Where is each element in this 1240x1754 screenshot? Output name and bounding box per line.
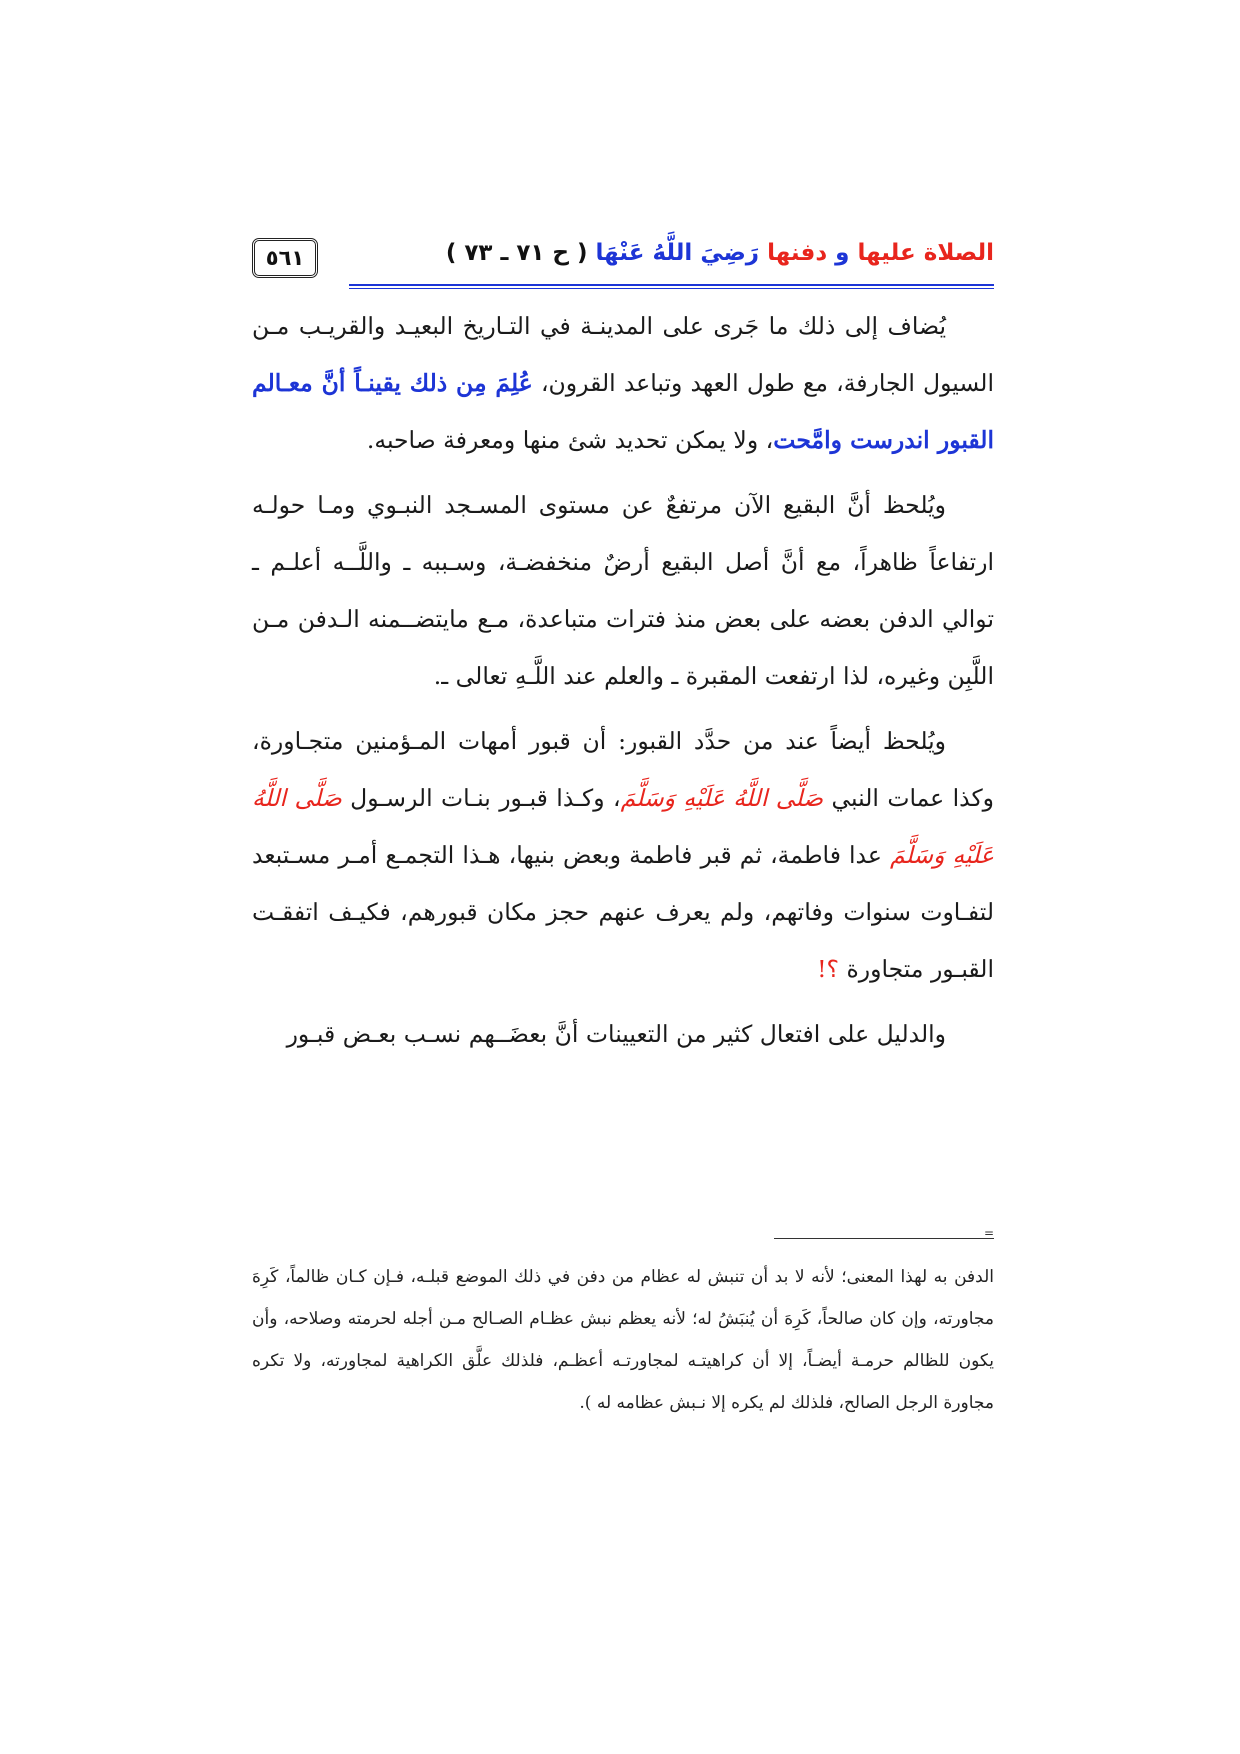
chapter-title-honorific: رَضِيَ اللَّهُ عَنْهَا [587, 240, 768, 266]
footnotes [252, 1256, 994, 1424]
chapter-title-part1: الصلاة عليها [857, 240, 994, 266]
p3-exclamation: ؟! [817, 955, 839, 983]
p3-text-2: ، وكـذا قبـور بنـات الرسـول [341, 784, 621, 812]
paragraph-1 [252, 298, 994, 469]
p4-text: والدليل على افتعال كثير من التعيينات أنَّ بعضَــهم نسـب بعـض قبـور [286, 1020, 946, 1048]
chapter-title-part4: ( ح ٧١ ـ ٧٣ ) [445, 240, 588, 266]
footnote-separator [774, 1238, 994, 1239]
chapter-title-part3: دفنها [767, 240, 828, 266]
main-text [252, 298, 994, 1063]
paragraph-3 [252, 713, 994, 998]
page-header [252, 238, 994, 290]
page-number: ٥٦١ [252, 238, 318, 278]
p1-text-1: يُضاف إلى ذلك ما جَرى على المدينـة في التـاريخ البعيـد والقريـب مـن السيول الجارفة، مع طول العهد وتباعد القرون، [252, 312, 994, 397]
chapter-title-part2: و [827, 240, 858, 266]
p1-text-2: ، ولا يمكن تحديد شئ منها ومعرفة صاحبه. [366, 426, 774, 454]
footnote-continuation-mark: = [983, 1226, 994, 1240]
p2-text: ويُلحظ أنَّ البقيع الآن مرتفعٌ عن مستوى المسـجد النبـوي ومـا حولـه ارتفاعاً ظاهراً، مع أنَّ أصل البقيع أرضٌ منخفضـة، وسـببه ـ واللَّــه أعلـم ـ توالي الدفن بعضه على بعض منذ فترات متباعدة، مـع مايتضــمنه الـدفن مـن اللَّبِن وغيره، لذا ارتفعت المقبرة ـ والعلم عند اللَّـهِ تعالى ـ. [252, 491, 994, 690]
header-rule [349, 284, 994, 286]
p1-highlight: عُلِمَ مِن ذلك يقينـاً أنَّ معـالم القبور اندرست وامَّحت [252, 369, 994, 454]
chapter-title [446, 240, 994, 266]
paragraph-4 [252, 1006, 994, 1063]
paragraph-2 [252, 477, 994, 705]
honorific-1: صَلَّى اللَّهُ عَلَيْهِ وَسَلَّمَ [620, 784, 824, 812]
p3-text-1: ويُلحظ أيضاً عند من حدَّد القبور: أن قبور أمهات المـؤمنين متجـاورة، وكذا عمات النبي [252, 727, 995, 812]
p3-text-3: عدا فاطمة، ثم قبر فاطمة وبعض بنيها، هـذا التجمـع أمـر مسـتبعد لتفـاوت سنوات وفاتهم، ولم يعرف عنهم حجز مكان قبورهم، فكيـف اتفقـت القبـور متجاورة [252, 841, 994, 983]
footnote-text: الدفن به لهذا المعنى؛ لأنه لا بد أن تنبش له عظام من دفن في ذلك الموضع قبلـه، فـإن كـان ظالماً، كَرِهَ مجاورته، وإن كان صالحاً، كَرِهَ أن يُنبَشُ له؛ لأنه يعظم نبش عظـام الصـالح مـن أجله لحرمته وصلاحه، وأن يكون للظالم حرمـة أيضـاً، إلا أن كراهيتـه لمجاورتـه أعظـم، فلذلك علَّق الكراهية لمجاورته، ولا تكره مجاورة الرجل الصالح، فلذلك لم يكره إلا نـبش عظامه له ). [252, 1267, 994, 1413]
header-rule-thin [349, 288, 994, 289]
honorific-2: صَلَّى اللَّهُ عَلَيْهِ وَسَلَّمَ [252, 784, 994, 869]
